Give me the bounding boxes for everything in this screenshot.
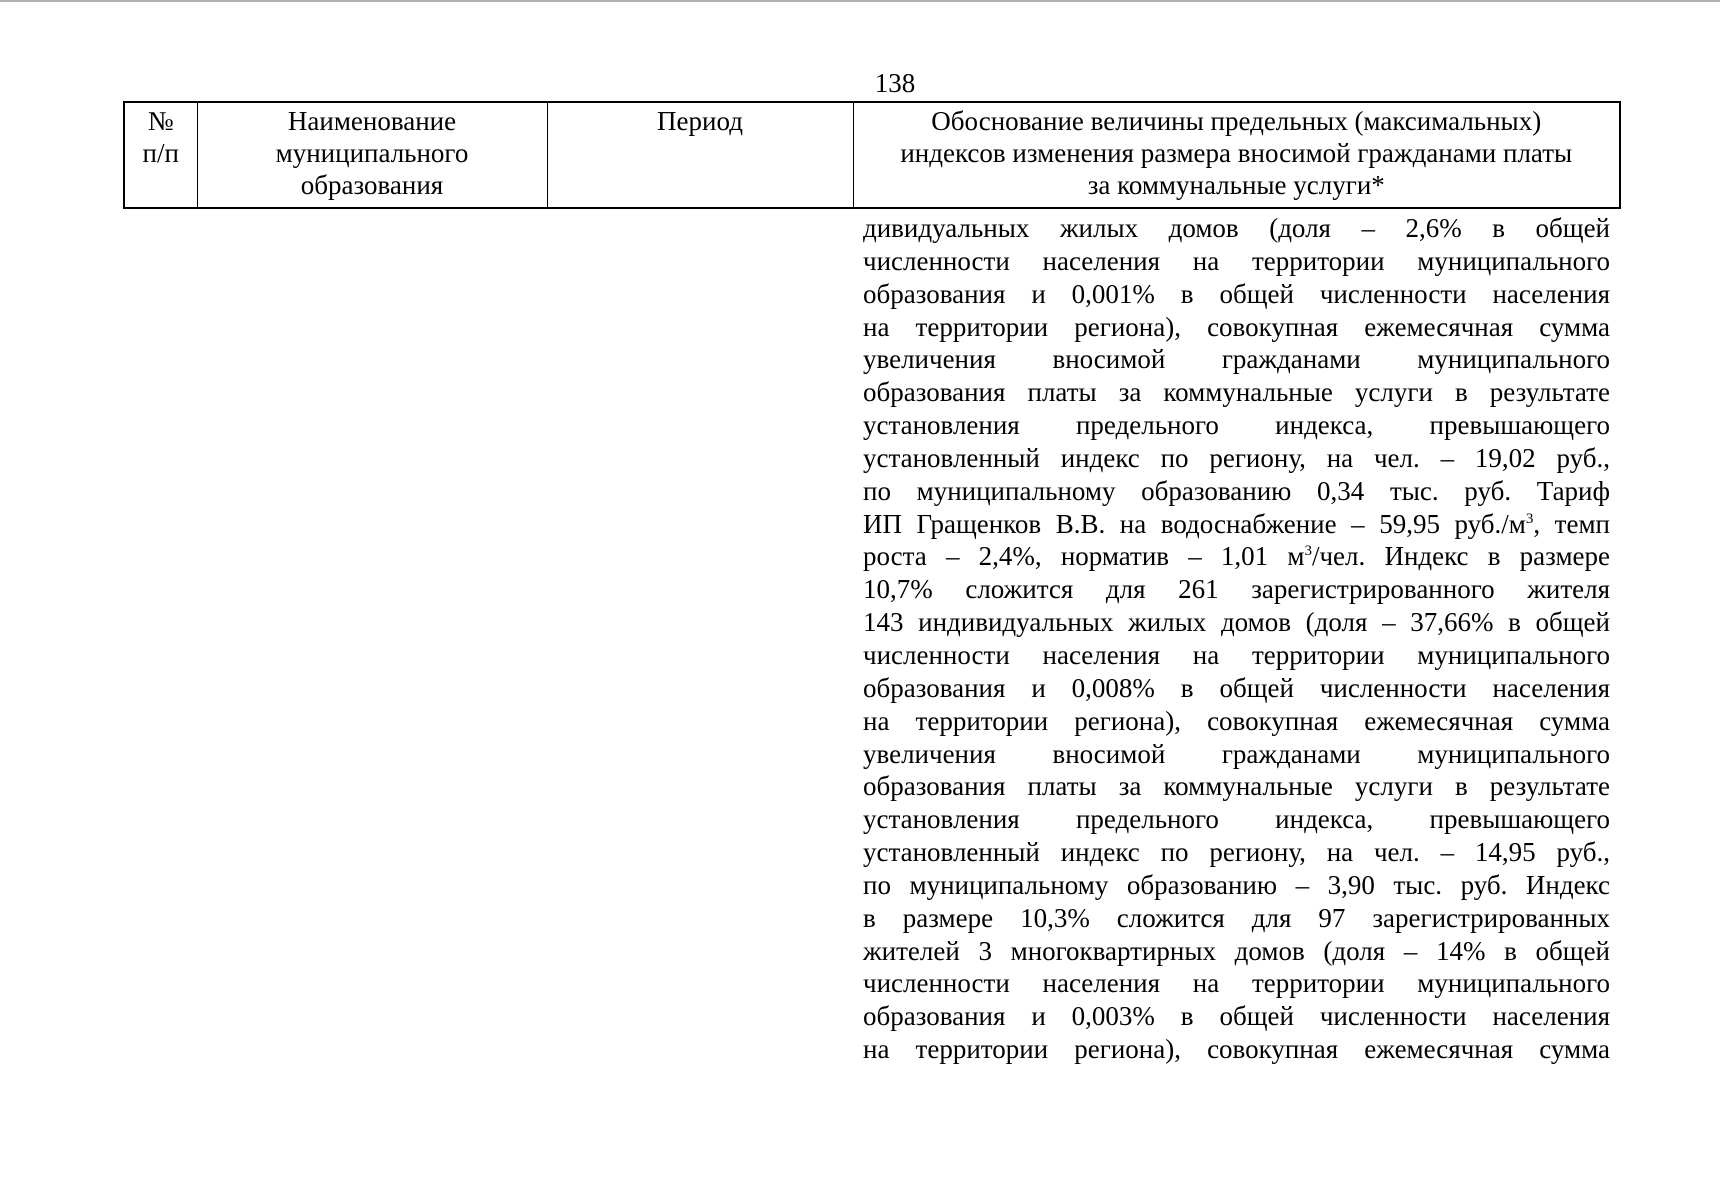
header-justification-line: индексов изменения размера вносимой гражданами платы — [900, 138, 1573, 168]
text-line: установления предельного индекса, превышающего — [863, 804, 1610, 835]
page-edge-line — [0, 0, 1720, 2]
text-line: численности населения на территории муниципального — [863, 968, 1610, 999]
text-line: жителей 3 многоквартирных домов (доля – 14% в общей — [863, 935, 1610, 966]
text-line: на территории региона), совокупная ежемесячная сумма — [863, 705, 1610, 736]
page-number: 138 — [874, 68, 916, 98]
header-cell-municipality — [197, 102, 547, 208]
header-cell-justification — [853, 102, 1620, 208]
text-line: образования и 0,003% в общей численности населения — [863, 1001, 1610, 1032]
text-line: установления предельного индекса, превышающего — [863, 410, 1610, 441]
header-number-line: п/п — [142, 138, 179, 168]
text-line: увеличения вносимой гражданами муниципального — [863, 344, 1610, 375]
text-line: на территории региона), совокупная ежемесячная сумма — [863, 311, 1610, 342]
table-header — [123, 101, 1621, 209]
text-line: численности населения на территории муниципального — [863, 245, 1610, 276]
header-period-line: Период — [657, 106, 743, 136]
text-line: увеличения вносимой гражданами муниципального — [863, 738, 1610, 769]
text-line: образования платы за коммунальные услуги в результате — [863, 377, 1610, 408]
header-cell-number — [124, 102, 197, 208]
justification-text — [863, 212, 1610, 1066]
table-header-row — [124, 102, 1620, 208]
header-justification-line: Обоснование величины предельных (максимальных) — [931, 106, 1542, 136]
text-line: численности населения на территории муниципального — [863, 639, 1610, 670]
text-line: установленный индекс по региону, на чел. – 19,02 руб., — [863, 442, 1610, 473]
header-number-line: № — [147, 106, 174, 136]
header-municipality-line: образования — [300, 170, 444, 200]
header-justification-line: за коммунальные услуги* — [1087, 170, 1385, 200]
text-line: 143 индивидуальных жилых домов (доля – 37,66% в общей — [863, 607, 1610, 638]
text-line: образования и 0,001% в общей численности населения — [863, 278, 1610, 309]
text-line: образования и 0,008% в общей численности населения — [863, 672, 1610, 703]
text-line: в размере 10,3% сложится для 97 зарегистрированных — [863, 902, 1610, 933]
text-line: по муниципальному образованию 0,34 тыс. руб. Тариф — [863, 475, 1610, 506]
text-line: на территории региона), совокупная ежемесячная сумма — [863, 1034, 1610, 1065]
text-line: образования платы за коммунальные услуги в результате — [863, 771, 1610, 802]
text-line: 10,7% сложится для 261 зарегистрированного жителя — [863, 574, 1610, 605]
header-municipality-line: Наименование — [287, 106, 457, 136]
text-line: дивидуальных жилых домов (доля – 2,6% в общей — [863, 213, 1610, 243]
text-line: ИП Гращенков В.В. на водоснабжение – 59,95 $руб./м^3$, темп — [863, 508, 1610, 539]
text-line: роста – 2,4%, норматив – 1,01 $м^3$/чел. Индекс в размере — [863, 541, 1610, 572]
text-line: по муниципальному образованию – 3,90 тыс. руб. Индекс — [863, 869, 1610, 900]
text-line: установленный индекс по региону, на чел. – 14,95 руб., — [863, 837, 1610, 868]
header-cell-period — [547, 102, 853, 208]
header-municipality-line: муниципального — [275, 138, 469, 168]
